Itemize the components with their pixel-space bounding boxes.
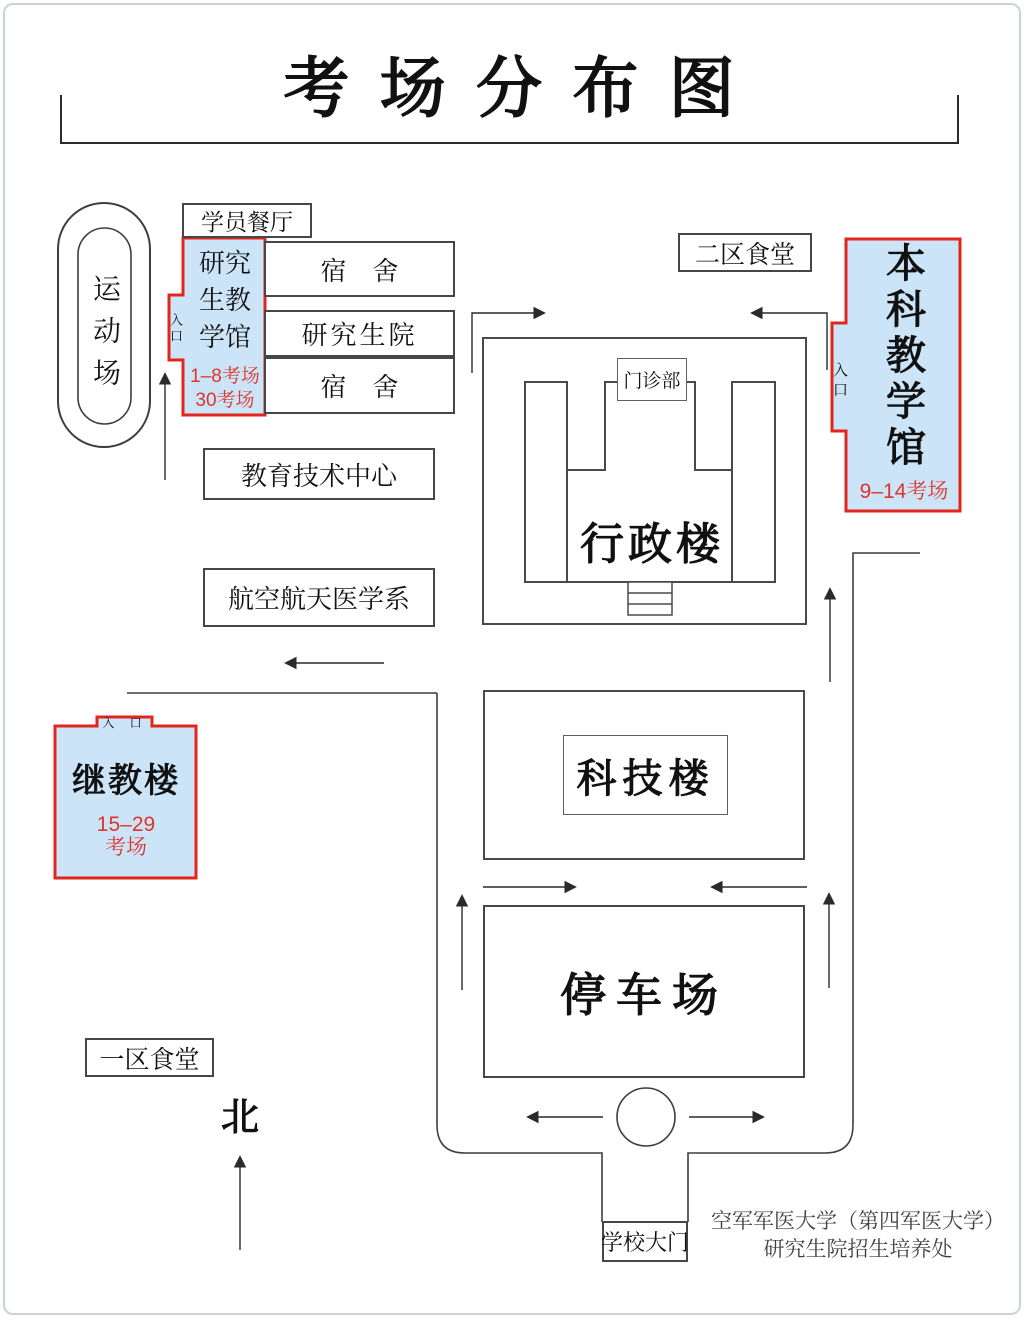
grad-hall-rooms-1: 1–8考场 (190, 366, 260, 387)
edu-tech-center-box: 教育技术中心 (203, 448, 435, 500)
grad-hall-line-2: 生教 (198, 284, 251, 315)
undergrad-hall-label: 本科教学馆 (880, 242, 925, 472)
cont-edu-entrance-label: 入 口 (102, 715, 148, 730)
footer-university-name: 空军军医大学（第四军医大学） (711, 1210, 1005, 1233)
dormitory-top-box: 宿 舍 (264, 241, 455, 297)
cont-edu-rooms-1: 15–29 (96, 813, 156, 836)
undergrad-rooms-label: 9–14考场 (859, 479, 949, 503)
compass-north-label: 北 (220, 1096, 259, 1139)
direction-arrow-left-admin-top (752, 313, 827, 370)
cont-edu-rooms-2: 考场 (105, 836, 147, 859)
sports-field-label: 运动场 (90, 274, 121, 400)
admin-building-label: 行政楼 (580, 520, 724, 569)
graduate-school-box: 研究生院 (264, 310, 455, 357)
cont-edu-rooms-label (60, 812, 192, 860)
footer-office-name: 研究生院招生培养处 (763, 1238, 953, 1261)
grad-hall-rooms-label (185, 366, 265, 412)
undergrad-entrance-label: 入口 (831, 362, 848, 402)
school-gate-box: 学校大门 (602, 1221, 688, 1262)
canteen-1-box: 一区食堂 (85, 1038, 214, 1077)
aerospace-medicine-box: 航空航天医学系 (203, 568, 435, 627)
roundabout-circle (617, 1088, 675, 1146)
grad-hall-line-1: 研究 (198, 247, 251, 278)
parking-lot-box: 停车场 (483, 905, 805, 1078)
cont-edu-label: 继教楼 (72, 761, 180, 800)
admin-entrance-steps (628, 582, 672, 615)
grad-hall-rooms-2: 30考场 (195, 390, 255, 411)
dormitory-bottom-box: 宿 舍 (264, 357, 455, 414)
student-canteen-box: 学员餐厅 (182, 203, 312, 238)
grad-hall-line-3: 学馆 (198, 321, 251, 352)
clinic-box: 门诊部 (617, 358, 687, 401)
canteen-2-box: 二区食堂 (678, 233, 812, 272)
grad-teaching-hall-label (185, 244, 265, 356)
grad-hall-entrance-label: 入口 (168, 313, 183, 345)
page-title: 考 场 分 布 图 (283, 50, 741, 125)
sci-tech-building-box: 科技楼 (563, 735, 728, 815)
